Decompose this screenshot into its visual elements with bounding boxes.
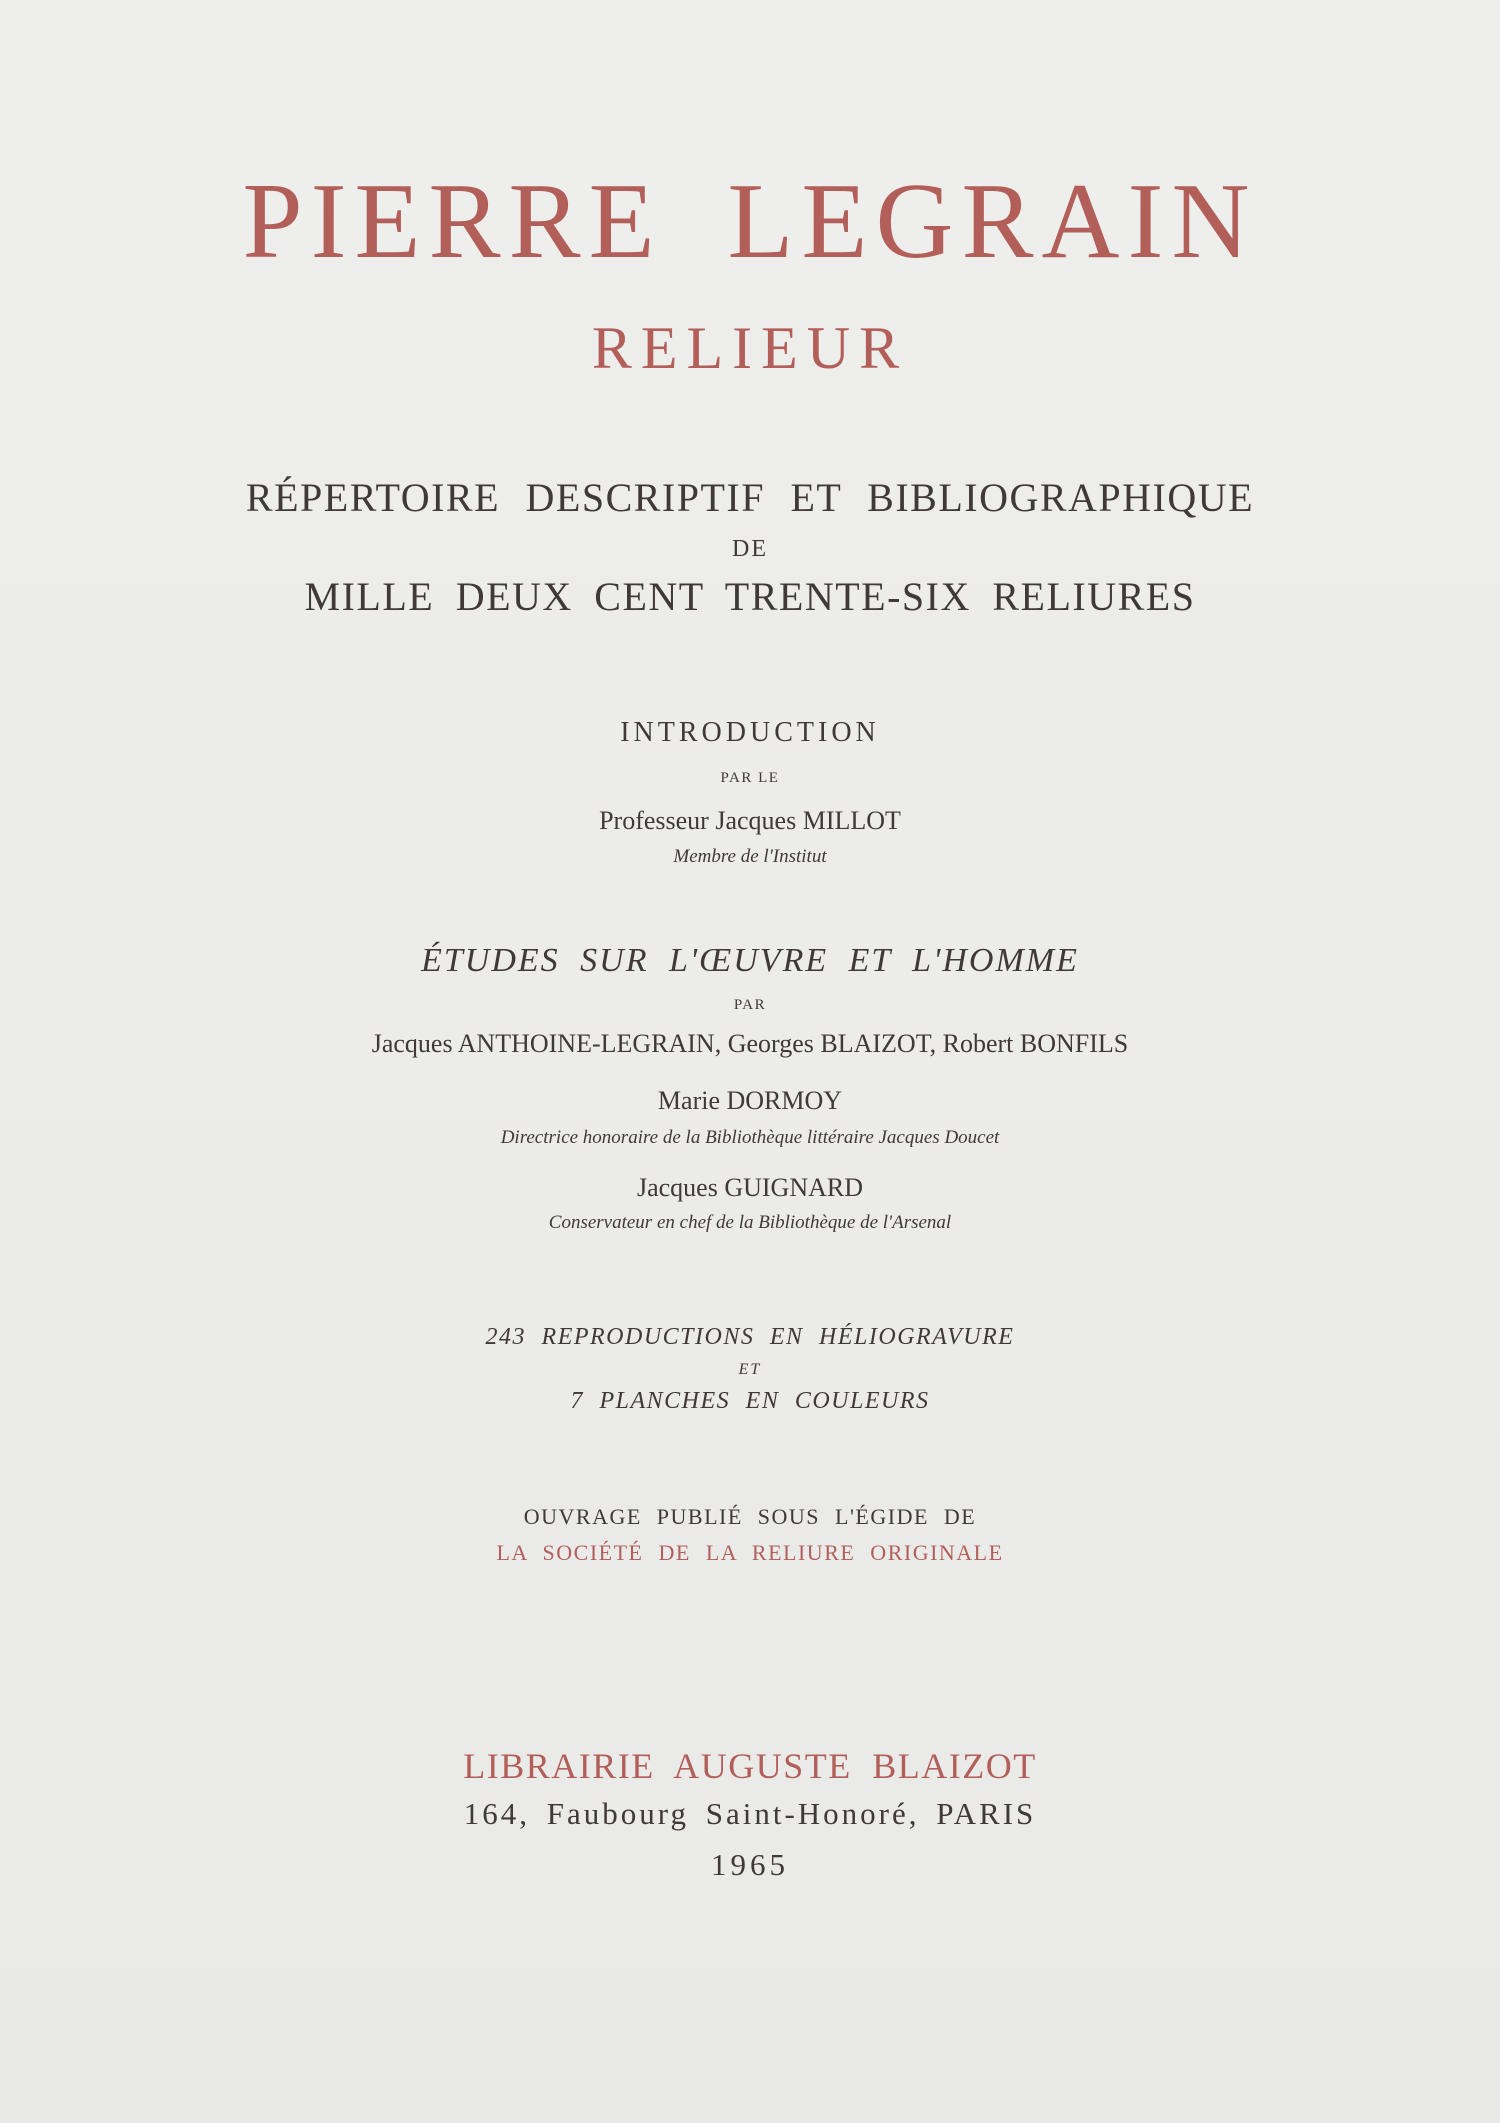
etudes-author-2: Marie DORMOY [657,1086,843,1115]
introduction-author: Professeur Jacques MILLOT [599,806,901,835]
etudes-heading: ÉTUDES SUR L'ŒUVRE ET L'HOMME [421,942,1079,979]
etudes-par: PAR [733,997,767,1013]
patronage-society: LA SOCIÉTÉ DE LA RELIURE ORIGINALE [496,1540,1004,1565]
book-subtitle: RELIEUR [591,315,909,381]
book-title: PIERRE LEGRAIN [242,162,1258,281]
introduction-par: PAR LE [720,770,780,786]
illustrations-line-3: 7 PLANCHES EN COULEURS [570,1388,930,1414]
publisher-name: LIBRAIRIE AUGUSTE BLAIZOT [463,1746,1037,1786]
introduction-heading: INTRODUCTION [620,717,880,748]
publication-year: 1965 [711,1847,789,1882]
publisher-address: 164, Faubourg Saint-Honoré, PARIS [463,1796,1037,1831]
etudes-author-2-title: Directrice honoraire de la Bibliothèque littéraire Jacques Doucet [500,1127,1000,1148]
introduction-author-title: Membre de l'Institut [673,846,827,867]
repertoire-line-1: RÉPERTOIRE DESCRIPTIF ET BIBLIOGRAPHIQUE [245,475,1255,520]
repertoire-line-2: DE [732,536,768,562]
etudes-author-3-title: Conservateur en chef de la Bibliothèque de l'Arsenal [548,1212,952,1233]
illustrations-line-2: ET [738,1361,762,1378]
patronage-line-1: OUVRAGE PUBLIÉ SOUS L'ÉGIDE DE [523,1504,977,1529]
illustrations-line-1: 243 REPRODUCTIONS EN HÉLIOGRAVURE [485,1324,1015,1350]
etudes-authors: Jacques ANTHOINE-LEGRAIN, Georges BLAIZOT, Robert BONFILS [371,1029,1129,1058]
etudes-author-3: Jacques GUIGNARD [636,1173,863,1202]
repertoire-line-3: MILLE DEUX CENT TRENTE-SIX RELIURES [304,574,1196,619]
